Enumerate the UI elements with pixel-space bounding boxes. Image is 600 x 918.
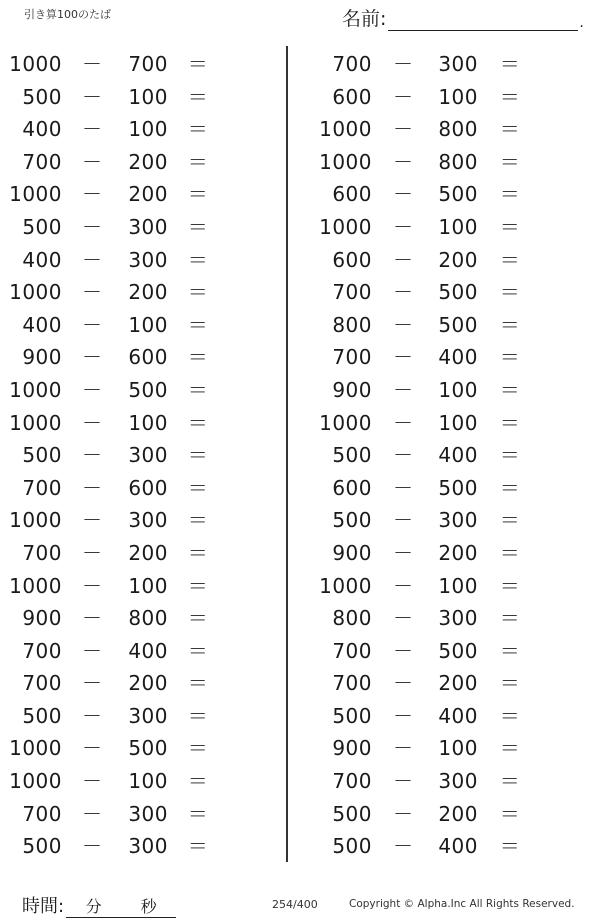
minuend: 400 <box>22 312 62 337</box>
subtrahend: 500 <box>128 377 168 402</box>
minuend: 900 <box>332 736 372 761</box>
minuend: 900 <box>332 540 372 565</box>
minus-sign: － <box>393 280 414 305</box>
minuend: 600 <box>332 247 372 272</box>
minus-sign: － <box>82 117 103 142</box>
problem-row <box>310 472 590 505</box>
minuend: 600 <box>332 84 372 109</box>
minus-sign: － <box>393 377 414 402</box>
equals-sign: ＝ <box>499 84 521 109</box>
equals-sign: ＝ <box>499 117 521 142</box>
subtrahend: 300 <box>128 247 168 272</box>
minuend: 700 <box>22 638 62 663</box>
minuend: 500 <box>332 834 372 859</box>
subtrahend: 200 <box>128 671 168 696</box>
minus-sign: － <box>393 247 414 272</box>
subtrahend: 200 <box>128 149 168 174</box>
minuend: 500 <box>332 801 372 826</box>
problem-row <box>0 244 280 277</box>
minuend: 500 <box>22 834 62 859</box>
problem-row <box>310 765 590 798</box>
minus-sign: － <box>393 736 414 761</box>
problems-column-right <box>310 48 590 863</box>
equals-sign: ＝ <box>187 84 209 109</box>
equals-sign: ＝ <box>499 149 521 174</box>
problem-row <box>0 341 280 374</box>
minus-sign: － <box>82 573 103 598</box>
minuend: 1000 <box>9 769 62 794</box>
minuend: 700 <box>22 540 62 565</box>
minuend: 600 <box>332 182 372 207</box>
equals-sign: ＝ <box>499 345 521 370</box>
name-label: 名前: <box>342 8 387 30</box>
minus-sign: － <box>82 606 103 631</box>
subtrahend: 500 <box>438 182 478 207</box>
minuend: 500 <box>22 84 62 109</box>
minus-sign: － <box>82 280 103 305</box>
time-blank-line[interactable] <box>66 894 176 918</box>
problem-row <box>0 472 280 505</box>
subtrahend: 400 <box>128 638 168 663</box>
minus-sign: － <box>393 84 414 109</box>
subtrahend: 400 <box>438 703 478 728</box>
minus-sign: － <box>82 443 103 468</box>
subtrahend: 100 <box>128 769 168 794</box>
problem-row <box>310 798 590 831</box>
subtrahend: 100 <box>438 573 478 598</box>
equals-sign: ＝ <box>187 280 209 305</box>
minus-sign: － <box>82 182 103 207</box>
problems-column-left <box>0 48 280 863</box>
subtrahend: 200 <box>128 280 168 305</box>
minus-sign: － <box>82 703 103 728</box>
problem-row <box>0 700 280 733</box>
minus-sign: － <box>82 247 103 272</box>
minutes-label: 分 <box>85 897 102 916</box>
subtrahend: 600 <box>128 345 168 370</box>
subtrahend: 300 <box>128 801 168 826</box>
minuend: 1000 <box>319 573 372 598</box>
equals-sign: ＝ <box>187 573 209 598</box>
equals-sign: ＝ <box>499 573 521 598</box>
equals-sign: ＝ <box>499 736 521 761</box>
minus-sign: － <box>393 149 414 174</box>
minus-sign: － <box>393 508 414 533</box>
problem-row <box>310 635 590 668</box>
problem-row <box>310 178 590 211</box>
equals-sign: ＝ <box>499 247 521 272</box>
equals-sign: ＝ <box>187 182 209 207</box>
subtrahend: 100 <box>438 410 478 435</box>
minus-sign: － <box>393 410 414 435</box>
minuend: 700 <box>332 638 372 663</box>
problem-row <box>310 700 590 733</box>
minus-sign: － <box>393 312 414 337</box>
minus-sign: － <box>82 834 103 859</box>
subtrahend: 100 <box>438 736 478 761</box>
subtrahend: 200 <box>438 247 478 272</box>
minus-sign: － <box>393 475 414 500</box>
minuend: 700 <box>22 149 62 174</box>
subtrahend: 300 <box>438 508 478 533</box>
subtrahend: 800 <box>438 117 478 142</box>
problem-row <box>310 113 590 146</box>
problem-row <box>310 244 590 277</box>
equals-sign: ＝ <box>187 736 209 761</box>
equals-sign: ＝ <box>499 52 521 76</box>
problem-row <box>0 407 280 440</box>
subtrahend: 400 <box>438 834 478 859</box>
minuend: 500 <box>22 214 62 239</box>
equals-sign: ＝ <box>499 377 521 402</box>
minus-sign: － <box>82 671 103 696</box>
subtrahend: 100 <box>438 214 478 239</box>
problem-row <box>0 113 280 146</box>
name-field <box>342 4 584 31</box>
equals-sign: ＝ <box>499 182 521 207</box>
minuend: 500 <box>22 443 62 468</box>
minus-sign: － <box>82 475 103 500</box>
minus-sign: － <box>393 345 414 370</box>
minus-sign: － <box>82 312 103 337</box>
minuend: 1000 <box>9 573 62 598</box>
subtrahend: 800 <box>438 149 478 174</box>
equals-sign: ＝ <box>187 834 209 859</box>
minuend: 700 <box>332 671 372 696</box>
problem-row <box>0 439 280 472</box>
minuend: 1000 <box>9 182 62 207</box>
subtrahend: 100 <box>128 117 168 142</box>
time-field <box>22 892 176 918</box>
minuend: 500 <box>22 703 62 728</box>
subtrahend: 300 <box>128 214 168 239</box>
problem-row <box>310 537 590 570</box>
problem-row <box>0 374 280 407</box>
minuend: 1000 <box>319 214 372 239</box>
minus-sign: － <box>393 671 414 696</box>
minuend: 400 <box>22 247 62 272</box>
seconds-label: 秒 <box>140 897 157 916</box>
minus-sign: － <box>393 214 414 239</box>
subtrahend: 600 <box>128 475 168 500</box>
minus-sign: － <box>393 703 414 728</box>
problem-row <box>310 570 590 603</box>
subtrahend: 200 <box>438 671 478 696</box>
problem-row <box>0 667 280 700</box>
equals-sign: ＝ <box>499 280 521 305</box>
equals-sign: ＝ <box>187 410 209 435</box>
minuend: 1000 <box>9 508 62 533</box>
subtrahend: 300 <box>128 443 168 468</box>
equals-sign: ＝ <box>187 606 209 631</box>
subtrahend: 100 <box>128 410 168 435</box>
minus-sign: － <box>393 801 414 826</box>
problem-row <box>310 830 590 863</box>
minuend: 500 <box>332 508 372 533</box>
subtrahend: 700 <box>128 52 168 76</box>
problem-row <box>0 211 280 244</box>
minus-sign: － <box>82 801 103 826</box>
problem-row <box>0 504 280 537</box>
subtrahend: 500 <box>438 475 478 500</box>
equals-sign: ＝ <box>187 52 209 76</box>
minus-sign: － <box>393 573 414 598</box>
equals-sign: ＝ <box>499 671 521 696</box>
minus-sign: － <box>82 410 103 435</box>
minuend: 1000 <box>319 117 372 142</box>
minus-sign: － <box>393 834 414 859</box>
equals-sign: ＝ <box>499 606 521 631</box>
minus-sign: － <box>393 606 414 631</box>
equals-sign: ＝ <box>187 117 209 142</box>
equals-sign: ＝ <box>187 769 209 794</box>
subtrahend: 100 <box>438 377 478 402</box>
minuend: 900 <box>22 345 62 370</box>
subtrahend: 500 <box>438 312 478 337</box>
problem-row <box>310 374 590 407</box>
equals-sign: ＝ <box>499 638 521 663</box>
minuend: 800 <box>332 606 372 631</box>
minus-sign: － <box>393 638 414 663</box>
minuend: 700 <box>332 52 372 76</box>
equals-sign: ＝ <box>499 801 521 826</box>
equals-sign: ＝ <box>499 475 521 500</box>
minuend: 1000 <box>9 377 62 402</box>
equals-sign: ＝ <box>499 540 521 565</box>
problem-row <box>310 341 590 374</box>
subtrahend: 200 <box>438 801 478 826</box>
minus-sign: － <box>82 345 103 370</box>
problem-row <box>0 765 280 798</box>
problem-row <box>0 537 280 570</box>
minuend: 1000 <box>9 410 62 435</box>
minuend: 500 <box>332 703 372 728</box>
minuend: 700 <box>332 345 372 370</box>
subtrahend: 400 <box>438 443 478 468</box>
subtrahend: 300 <box>438 52 478 76</box>
minuend: 700 <box>332 280 372 305</box>
problem-row <box>310 276 590 309</box>
minuend: 500 <box>332 443 372 468</box>
subtrahend: 200 <box>128 540 168 565</box>
equals-sign: ＝ <box>187 345 209 370</box>
minuend: 800 <box>332 312 372 337</box>
equals-sign: ＝ <box>187 214 209 239</box>
subtrahend: 500 <box>438 280 478 305</box>
minus-sign: － <box>82 52 103 76</box>
subtrahend: 500 <box>128 736 168 761</box>
minus-sign: － <box>82 638 103 663</box>
subtrahend: 200 <box>128 182 168 207</box>
equals-sign: ＝ <box>499 214 521 239</box>
equals-sign: ＝ <box>499 508 521 533</box>
minuend: 400 <box>22 117 62 142</box>
subtrahend: 500 <box>438 638 478 663</box>
problem-row <box>0 146 280 179</box>
subtrahend: 200 <box>438 540 478 565</box>
time-label: 時間: <box>22 896 65 917</box>
equals-sign: ＝ <box>187 377 209 402</box>
page-number: 254/400 <box>272 898 318 911</box>
equals-sign: ＝ <box>187 703 209 728</box>
minus-sign: － <box>393 443 414 468</box>
name-end-mark: . <box>579 15 584 31</box>
equals-sign: ＝ <box>187 638 209 663</box>
name-blank-line[interactable] <box>388 8 578 31</box>
problem-row <box>0 732 280 765</box>
minus-sign: － <box>82 149 103 174</box>
equals-sign: ＝ <box>499 769 521 794</box>
minus-sign: － <box>393 52 414 76</box>
minus-sign: － <box>82 540 103 565</box>
minuend: 700 <box>22 671 62 696</box>
problem-row <box>310 146 590 179</box>
subtrahend: 300 <box>438 606 478 631</box>
minuend: 700 <box>22 475 62 500</box>
minuend: 1000 <box>9 52 62 76</box>
problem-row <box>0 48 280 81</box>
subtrahend: 300 <box>128 508 168 533</box>
subtrahend: 300 <box>438 769 478 794</box>
equals-sign: ＝ <box>499 443 521 468</box>
subtrahend: 100 <box>128 312 168 337</box>
minus-sign: － <box>82 508 103 533</box>
subtrahend: 100 <box>128 84 168 109</box>
minuend: 700 <box>22 801 62 826</box>
problem-row <box>0 276 280 309</box>
minus-sign: － <box>82 214 103 239</box>
equals-sign: ＝ <box>187 540 209 565</box>
subtrahend: 400 <box>438 345 478 370</box>
subtrahend: 300 <box>128 703 168 728</box>
subtrahend: 300 <box>128 834 168 859</box>
worksheet-title: 引き算100のたば <box>24 8 111 21</box>
problem-row <box>310 211 590 244</box>
minuend: 1000 <box>319 149 372 174</box>
equals-sign: ＝ <box>499 703 521 728</box>
subtrahend: 100 <box>128 573 168 598</box>
equals-sign: ＝ <box>187 247 209 272</box>
problem-row <box>310 504 590 537</box>
equals-sign: ＝ <box>187 508 209 533</box>
minus-sign: － <box>393 117 414 142</box>
column-divider <box>286 46 288 862</box>
minuend: 900 <box>332 377 372 402</box>
problem-row <box>0 635 280 668</box>
minuend: 900 <box>22 606 62 631</box>
equals-sign: ＝ <box>499 834 521 859</box>
equals-sign: ＝ <box>187 671 209 696</box>
equals-sign: ＝ <box>187 149 209 174</box>
problem-row <box>0 178 280 211</box>
equals-sign: ＝ <box>499 312 521 337</box>
problem-row <box>310 48 590 81</box>
minuend: 700 <box>332 769 372 794</box>
minuend: 1000 <box>319 410 372 435</box>
copyright-notice: Copyright © Alpha.Inc All Rights Reserved. <box>349 898 575 910</box>
problem-row <box>310 81 590 114</box>
problem-row <box>0 798 280 831</box>
minus-sign: － <box>82 736 103 761</box>
minus-sign: － <box>393 182 414 207</box>
problem-row <box>0 81 280 114</box>
minuend: 600 <box>332 475 372 500</box>
problem-row <box>310 407 590 440</box>
equals-sign: ＝ <box>187 801 209 826</box>
problem-row <box>0 309 280 342</box>
minus-sign: － <box>393 540 414 565</box>
problem-row <box>0 602 280 635</box>
equals-sign: ＝ <box>187 443 209 468</box>
minus-sign: － <box>82 377 103 402</box>
equals-sign: ＝ <box>499 410 521 435</box>
minus-sign: － <box>82 769 103 794</box>
minus-sign: － <box>393 769 414 794</box>
minus-sign: － <box>82 84 103 109</box>
problem-row <box>310 309 590 342</box>
equals-sign: ＝ <box>187 312 209 337</box>
minuend: 1000 <box>9 736 62 761</box>
problem-row <box>310 439 590 472</box>
problem-row <box>310 667 590 700</box>
equals-sign: ＝ <box>187 475 209 500</box>
problem-row <box>0 570 280 603</box>
problem-row <box>310 602 590 635</box>
minuend: 1000 <box>9 280 62 305</box>
problem-row <box>0 830 280 863</box>
problem-row <box>310 732 590 765</box>
subtrahend: 800 <box>128 606 168 631</box>
subtrahend: 100 <box>438 84 478 109</box>
